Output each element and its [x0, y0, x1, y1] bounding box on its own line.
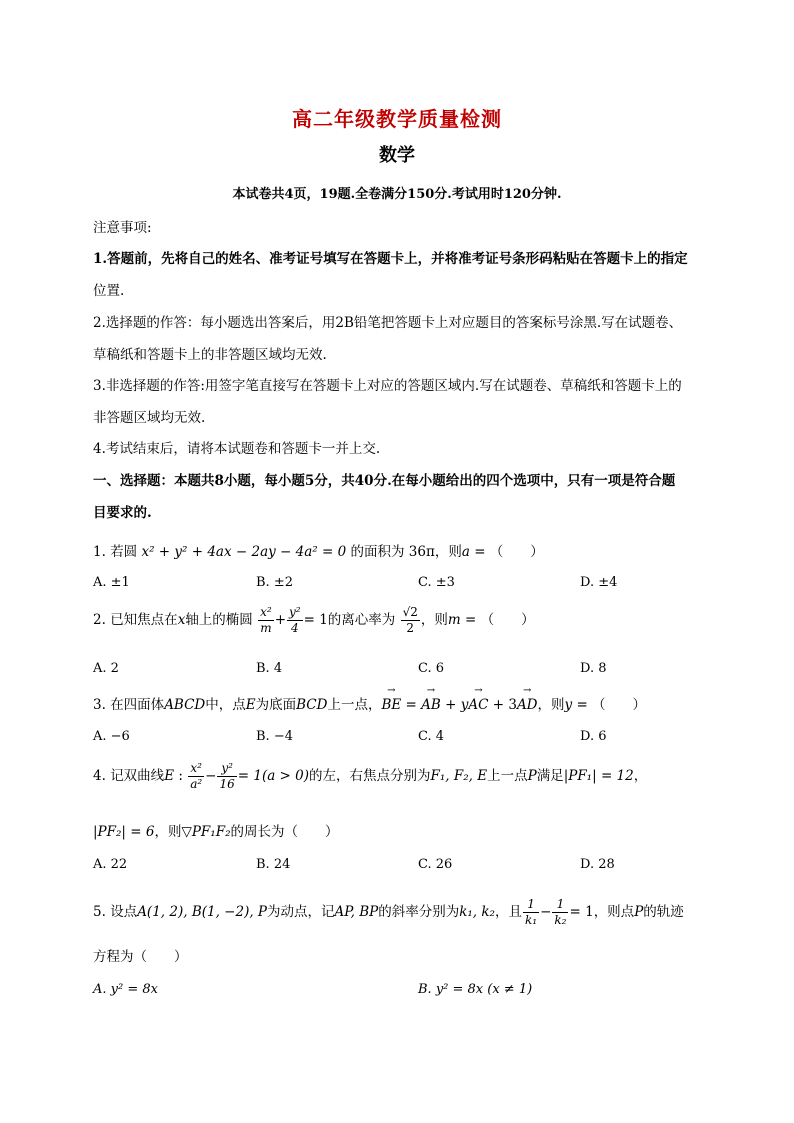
q1-option-c: C. ±3 [418, 575, 455, 590]
subject-title: 数学 [379, 145, 415, 166]
math-expr: k₁, k₂ [459, 904, 495, 920]
math-op: − [540, 904, 552, 920]
notice-heading: 注意事项: [93, 220, 152, 236]
question-text: 上一点 [487, 768, 528, 784]
fraction: $\frac{\text{y²}}{4}$ [289, 605, 301, 635]
question-text: 上一点， [327, 697, 382, 713]
math-var: P [634, 904, 644, 920]
exam-info: 本试卷共4页，19题.全卷满分150分.考试用时120分钟. [232, 187, 562, 202]
question-text: ，且 [494, 904, 522, 920]
fraction: $\frac{\text{y²}}{16}$ [219, 761, 235, 791]
question-text: 记双曲线 [110, 768, 165, 784]
question-text: 的离心率为 [327, 612, 396, 628]
math-expr: A(1, 2), B(1, −2), P [137, 904, 268, 920]
q1-option-b: B. ±2 [256, 575, 293, 590]
question-text: 的左，右焦点分别为 [309, 768, 431, 784]
math-expr: = 1 [303, 612, 328, 628]
question-5-cont: 方程为（ ） [93, 949, 188, 965]
question-text: ，则 [420, 612, 448, 628]
math-op: = [401, 697, 422, 713]
math-op: + 3 [488, 697, 517, 713]
question-3 [93, 693, 646, 713]
question-text: 设点 [110, 904, 138, 920]
q3-option-a: A. −6 [93, 729, 130, 744]
fraction: $\frac{1}{\text{k₁}}$ [524, 897, 538, 927]
q2-option-d: D. 8 [580, 661, 607, 676]
q2-option-b: B. 4 [256, 661, 283, 676]
question-4 [93, 761, 647, 792]
question-text: ，则 [434, 544, 462, 560]
question-number: 4. [93, 768, 106, 784]
math-var: y [564, 697, 573, 713]
question-text: 若圆 [110, 544, 138, 560]
section1-heading: 一、选择题：本题共8小题，每小题5分，共40分.在每小题给出的四个选项中，只有一项是符合题 [93, 473, 676, 489]
vector-ab: → AB [421, 697, 441, 713]
notice-item-1-cont: 位置. [93, 283, 125, 299]
section1-heading-cont: 目要求的. [93, 505, 152, 521]
q4-option-c: C. 26 [418, 857, 453, 872]
question-2 [93, 605, 535, 636]
question-text: 为动点，记 [267, 904, 335, 920]
question-text: 的面积为 [350, 544, 405, 560]
question-number: 1. [93, 544, 106, 560]
q4-option-d: D. 28 [580, 857, 615, 872]
math-expr: = 1(a > 0) [237, 768, 310, 784]
question-text: ，则 [537, 697, 565, 713]
question-text: 的轨迹 [643, 904, 684, 920]
math-expr: F₁, F₂, E [430, 768, 488, 784]
math-var: a [461, 544, 470, 560]
math-var: E [164, 768, 175, 784]
math-op: + [274, 612, 286, 628]
fraction: $\frac{\text{x²}}{\text{a²}}$ [190, 761, 203, 791]
question-text: = （ ） [572, 697, 647, 713]
math-expr: x² + y² + 4ax − 2ay − 4a² = 0 [141, 544, 347, 560]
question-text: 已知焦点在 [110, 612, 178, 628]
vector-ac: → AC [468, 697, 488, 713]
math-expr: ▽PF₁F₂ [181, 824, 231, 840]
question-1 [93, 540, 544, 560]
question-text: ，则点 [593, 904, 635, 920]
q5-option-a: A. y² = 8x [93, 982, 158, 997]
math-expr: AP, BP [334, 904, 379, 920]
notice-item-4: 4.考试结束后，请将本试题卷和答题卡一并上交. [93, 441, 381, 457]
question-text: = （ ） [469, 544, 544, 560]
question-text: ，则 [154, 824, 182, 840]
question-text: 的斜率分别为 [378, 904, 460, 920]
math-op: + [440, 697, 461, 713]
q1-option-a: A. ±1 [93, 575, 130, 590]
question-5 [93, 897, 684, 928]
fraction: $\frac{1}{\text{k₂}}$ [554, 897, 567, 927]
notice-item-2: 2.选择题的作答：每小题选出答案后，用2B铅笔把答题卡上对应题目的答案标号涂黑.写在试题卷、 [93, 315, 683, 331]
question-number: 3. [93, 697, 106, 713]
q3-option-d: D. 6 [580, 729, 607, 744]
q3-option-b: B. −4 [256, 729, 293, 744]
question-text: = （ ） [460, 612, 535, 628]
math-expr: |PF₁| = 12 [563, 768, 634, 784]
notice-item-1: 1.答题前，先将自己的姓名、准考证号填写在答题卡上，并将准考证号条形码粘贴在答题卡上的指定 [93, 251, 688, 267]
q5-option-b: B. y² = 8x (x ≠ 1) [418, 982, 533, 997]
math-op: : [174, 768, 188, 784]
notice-item-2-cont: 草稿纸和答题卡上的非答题区域均无效. [93, 347, 327, 363]
fraction: $\frac{\text{x²}}{m}$ [260, 605, 272, 635]
question-text: ， [633, 768, 648, 784]
math-var: y [460, 697, 469, 713]
q2-option-c: C. 6 [418, 661, 445, 676]
math-var: P [527, 768, 537, 784]
math-expr: = 1 [569, 904, 594, 920]
math-expr: |PF₂| = 6 [93, 824, 155, 840]
question-number: 2. [93, 612, 106, 628]
math-var: BCD [296, 697, 328, 713]
question-number: 5. [93, 904, 106, 920]
exam-title: 高二年级教学质量检测 [292, 107, 502, 131]
q4-option-a: A. 22 [93, 857, 128, 872]
question-text: 的周长为（ ） [230, 824, 339, 840]
math-var: ABCD [164, 697, 206, 713]
question-text: 中，点 [205, 697, 246, 713]
math-var: x [177, 612, 186, 628]
vector-be: → BE [381, 697, 401, 713]
question-text: 在四面体 [110, 697, 165, 713]
math-op: − [205, 768, 217, 784]
vector-ad: → AD [517, 697, 538, 713]
question-text: 轴上的椭圆 [185, 612, 253, 628]
q3-option-c: C. 4 [418, 729, 445, 744]
math-var: m [447, 612, 461, 628]
math-expr: 36π [408, 544, 435, 560]
question-text: 满足 [536, 768, 564, 784]
q1-option-d: D. ±4 [580, 575, 618, 590]
question-text: 为底面 [255, 697, 297, 713]
math-var: E [245, 697, 256, 713]
fraction: $\frac{√2}{2}$ [402, 605, 418, 635]
q2-option-a: A. 2 [93, 661, 119, 676]
notice-item-3-cont: 非答题区域均无效. [93, 410, 206, 426]
notice-item-3: 3.非选择题的作答:用签字笔直接写在答题卡上对应的答题区域内.写在试题卷、草稿纸和答题卡上的 [93, 378, 682, 394]
question-4-cont [93, 820, 338, 840]
q4-option-b: B. 24 [256, 857, 291, 872]
